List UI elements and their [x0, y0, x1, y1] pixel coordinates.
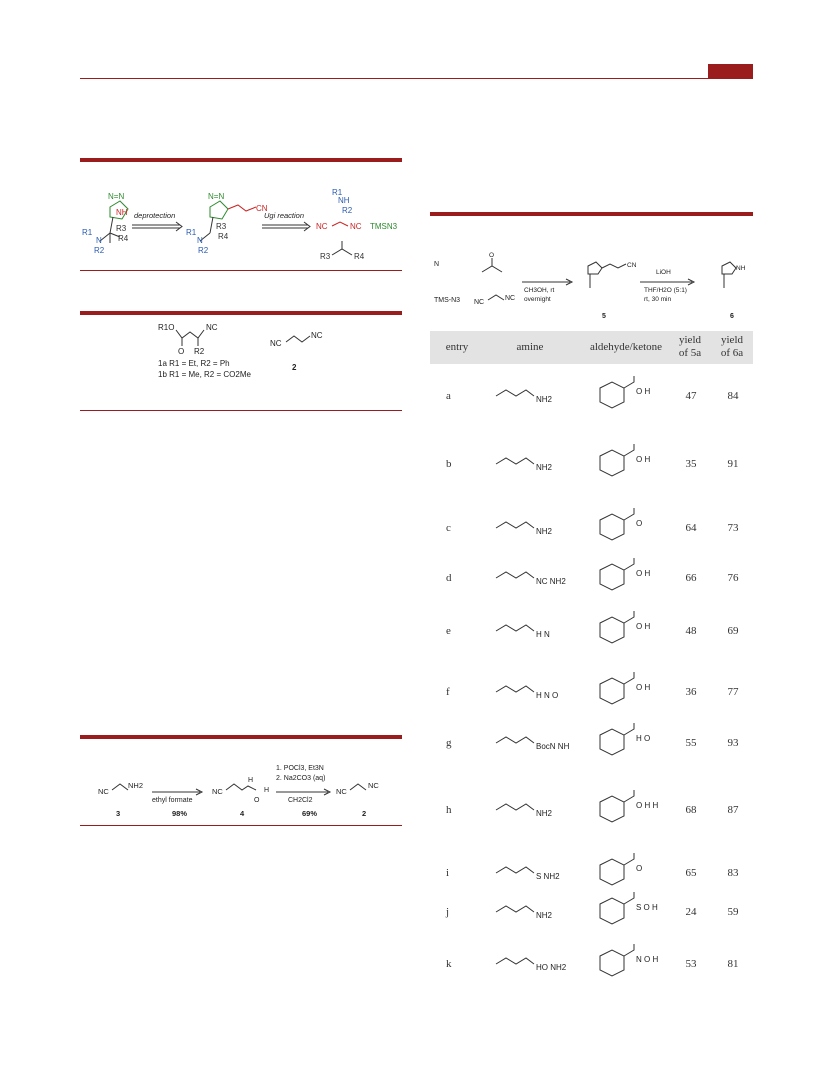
- s3-h: H: [264, 787, 270, 794]
- row-entry: i: [446, 867, 450, 879]
- row-yield6: 59: [727, 906, 739, 918]
- row-entry: k: [446, 958, 452, 970]
- carbonyl-structure: [580, 508, 670, 548]
- scheme1-top-bar: [80, 158, 402, 162]
- amine-label: NH2: [536, 463, 553, 472]
- row-entry: f: [446, 686, 450, 698]
- row-yield5: 65: [685, 867, 697, 879]
- th-aldehyde: aldehyde/ketone: [589, 341, 663, 353]
- row-yield5: 48: [685, 625, 697, 637]
- amine-structure: [490, 790, 570, 830]
- th-yield6-line2: of 6a: [720, 347, 744, 359]
- amine-label: BocN NH: [536, 742, 570, 751]
- row-yield6: 87: [727, 804, 739, 816]
- row-entry: b: [446, 458, 452, 470]
- scheme3-top-bar: [80, 735, 402, 739]
- carbonyl-structure: [580, 558, 670, 598]
- row-yield6: 77: [727, 686, 739, 698]
- th-amine: amine: [516, 341, 544, 353]
- s2-1b: 1b R1 = Me, R2 = CO2Me: [158, 370, 251, 379]
- s3-y1: 98%: [172, 809, 188, 818]
- s3-nc-c: NC: [336, 787, 347, 796]
- s1-n: N: [96, 236, 102, 245]
- th-entry: entry: [445, 341, 469, 353]
- row-yield6: 69: [727, 625, 739, 637]
- s3-o: O: [254, 797, 260, 804]
- s4-cond2top: LiOH: [656, 269, 671, 276]
- carbonyl-structure: [580, 376, 670, 416]
- scheme2-top-bar: [80, 311, 402, 315]
- th-yield5-line2: of 5a: [678, 347, 702, 359]
- s4-cond2b: rt, 30 min: [644, 296, 672, 303]
- s4-nh: NH: [736, 265, 746, 272]
- th-yield5-line1: yield: [679, 334, 701, 346]
- s4-tmsn3: TMS-N3: [434, 297, 461, 304]
- s4-c5: 5: [602, 313, 606, 320]
- amine-structure: [490, 892, 570, 932]
- row-yield5: 64: [685, 522, 697, 534]
- amine-structure: [490, 376, 570, 416]
- carbonyl-label: O: [636, 864, 643, 873]
- s3-reagent2a: 1. POCl3, Et3N: [276, 765, 324, 772]
- table-top-bar: [430, 212, 753, 216]
- s2-2: 2: [292, 363, 297, 372]
- carbonyl-structure: [580, 672, 670, 712]
- row-yield5: 35: [685, 458, 697, 470]
- s3-c4: 4: [240, 809, 245, 818]
- row-yield5: 24: [685, 906, 697, 918]
- scheme2-bottom-rule: [80, 410, 402, 411]
- scheme4-graphic: [430, 252, 753, 327]
- carbonyl-label: O H: [636, 569, 651, 578]
- carbonyl-label: S O H: [636, 903, 658, 912]
- s3-reagent1: ethyl formate: [152, 797, 193, 804]
- s1c-r2: R2: [342, 206, 353, 215]
- row-entry: h: [446, 804, 452, 816]
- s4-cond1b: overnight: [524, 296, 551, 303]
- s2-o: O: [178, 347, 185, 356]
- s1b-n: N: [197, 236, 203, 245]
- s1b-r2: R2: [198, 246, 209, 255]
- s1c-r1: R1: [332, 188, 343, 197]
- s2-nc2: NC: [270, 339, 282, 348]
- s3-c3: 3: [116, 809, 121, 818]
- scheme3-bottom-rule: [80, 825, 402, 826]
- carbonyl-label: O H: [636, 387, 651, 396]
- s2-nc3: NC: [311, 331, 323, 340]
- s4-cn: CN: [627, 262, 637, 269]
- carbonyl-structure: [580, 944, 670, 984]
- amine-label: NH2: [536, 527, 553, 536]
- amine-label: H N O: [536, 691, 559, 700]
- s1-nh: NH: [116, 208, 128, 217]
- amine-structure: [490, 444, 570, 484]
- amine-structure: [490, 853, 570, 893]
- s1c-tmsn3: TMSN3: [370, 222, 398, 231]
- row-yield6: 83: [727, 867, 739, 879]
- carbonyl-label: O H H: [636, 801, 659, 810]
- carbonyl-label: O: [636, 519, 643, 528]
- amine-structure: [490, 508, 570, 548]
- amine-label: S NH2: [536, 872, 560, 881]
- scheme3-graphic: [80, 758, 402, 822]
- s1b-r3: R3: [216, 222, 227, 231]
- s3-reagent2b: 2. Na2CO3 (aq): [276, 775, 326, 782]
- amine-label: NC NH2: [536, 577, 566, 586]
- row-yield6: 81: [727, 958, 739, 970]
- carbonyl-structure: [580, 444, 670, 484]
- amine-structure: [490, 611, 570, 651]
- scheme1-bottom-rule: [80, 270, 402, 271]
- s1c-r3: R3: [320, 252, 331, 261]
- amine-structure: [490, 558, 570, 598]
- s2-r1o: R1O: [158, 323, 175, 332]
- row-entry: j: [446, 906, 450, 918]
- amine-structure: [490, 672, 570, 712]
- s1-step2: Ugi reaction: [264, 211, 305, 220]
- carbonyl-structure: [580, 853, 670, 893]
- row-yield5: 66: [685, 572, 697, 584]
- s1-r4: R4: [118, 234, 129, 243]
- s1-r2: R2: [94, 246, 105, 255]
- s1c-nc1: NC: [316, 222, 328, 231]
- amine-label: NH2: [536, 395, 553, 404]
- s1b-r1: R1: [186, 228, 197, 237]
- row-yield5: 53: [685, 958, 697, 970]
- row-yield6: 84: [727, 390, 739, 402]
- s1b-cn: CN: [256, 204, 268, 213]
- s3-nc-a: NC: [98, 787, 109, 796]
- s4-nc1: NC: [474, 299, 485, 306]
- row-entry: c: [446, 522, 451, 534]
- s3-c2: 2: [362, 809, 367, 818]
- carbonyl-label: H O: [636, 734, 651, 743]
- s2-1a: 1a R1 = Et, R2 = Ph: [158, 359, 230, 368]
- s3-nh-h: H: [248, 777, 254, 784]
- s1c-r4: R4: [354, 252, 365, 261]
- scheme1-graphic: [80, 185, 402, 265]
- carbonyl-structure: [580, 790, 670, 830]
- row-entry: d: [446, 572, 452, 584]
- carbonyl-label: N O H: [636, 955, 659, 964]
- s1-step1: deprotection: [134, 211, 176, 220]
- th-yield6-line1: yield: [721, 334, 743, 346]
- s2-nc1: NC: [206, 323, 218, 332]
- amine-structure: [490, 723, 570, 763]
- s1-r1: R1: [82, 228, 93, 237]
- s1c-nc2: NC: [350, 222, 362, 231]
- row-yield5: 47: [685, 390, 697, 402]
- carbonyl-structure: [580, 892, 670, 932]
- s1b-tz-n: N=N: [208, 192, 225, 201]
- carbonyl-label: O H: [636, 455, 651, 464]
- row-yield6: 76: [727, 572, 739, 584]
- carbonyl-structure: [580, 723, 670, 763]
- carbonyl-label: O H: [636, 622, 651, 631]
- s3-nc-b: NC: [212, 787, 223, 796]
- row-yield5: 55: [685, 737, 697, 749]
- s1-r3: R3: [116, 224, 127, 233]
- s4-cond2a: THF/H2O (5:1): [644, 287, 687, 294]
- s3-solvent: CH2Cl2: [288, 797, 313, 804]
- row-entry: a: [446, 390, 451, 402]
- s3-y2: 69%: [302, 809, 318, 818]
- row-yield6: 91: [727, 458, 739, 470]
- row-yield6: 93: [727, 737, 739, 749]
- amine-label: H N: [536, 630, 550, 639]
- amine-structure: [490, 944, 570, 984]
- s3-nh2: NH2: [128, 781, 144, 790]
- header-rule: [80, 78, 753, 79]
- s4-r1r2nh: N: [434, 261, 440, 268]
- carbonyl-structure: [580, 611, 670, 651]
- amine-label: NH2: [536, 911, 553, 920]
- s4-c6: 6: [730, 313, 734, 320]
- scheme2-graphic: [80, 318, 402, 388]
- row-yield5: 36: [685, 686, 697, 698]
- s3-nc-d: NC: [368, 781, 379, 790]
- s1c-nh: NH: [338, 196, 350, 205]
- row-yield5: 68: [685, 804, 697, 816]
- s4-o1: O: [489, 252, 495, 259]
- s1b-r4: R4: [218, 232, 229, 241]
- row-entry: g: [446, 737, 452, 749]
- row-yield6: 73: [727, 522, 739, 534]
- s4-cond1a: CH3OH, rt: [524, 287, 555, 294]
- page-number-tab: [708, 64, 753, 78]
- s2-r2: R2: [194, 347, 205, 356]
- carbonyl-label: O H: [636, 683, 651, 692]
- amine-label: NH2: [536, 809, 553, 818]
- s4-nc2: NC: [505, 295, 516, 302]
- s1-tz-n: N=N: [108, 192, 125, 201]
- amine-label: HO NH2: [536, 963, 567, 972]
- row-entry: e: [446, 625, 451, 637]
